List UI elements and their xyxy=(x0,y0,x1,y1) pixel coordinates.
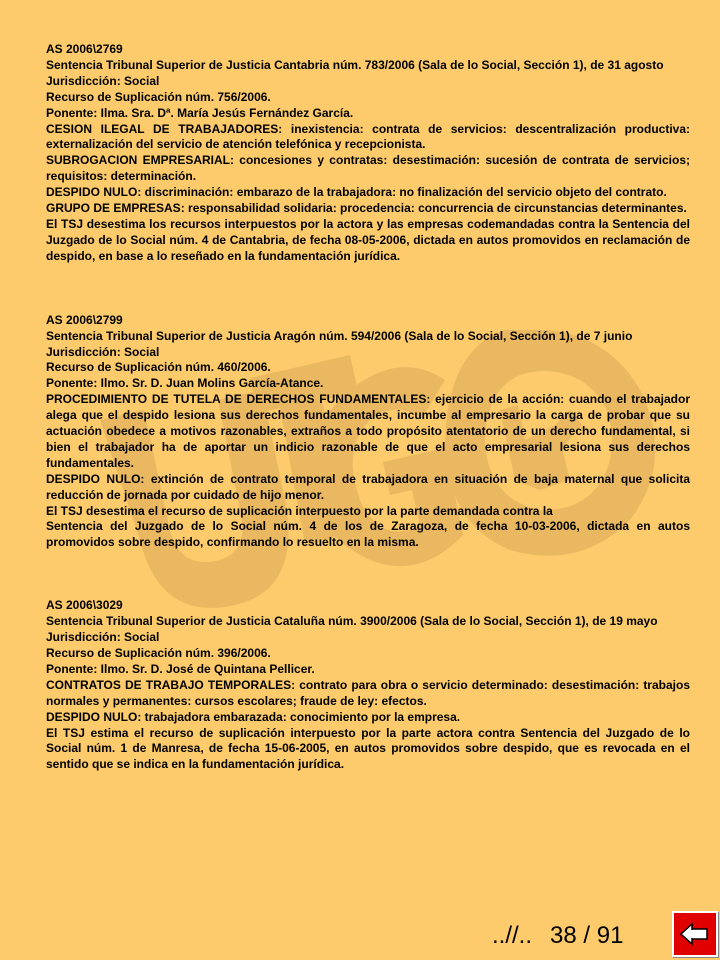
ruling-paragraph: GRUPO DE EMPRESAS: responsabilidad solidaria: procedencia: concurrencia de circunstancias determinantes. xyxy=(46,201,687,216)
ruling-paragraph: Sentencia del Juzgado de lo Social núm. 4 de los de Zaragoza, de fecha 10-03-2006, dictada en autos promovidos sobre despido, confirmando lo resuelto en la misma. xyxy=(46,519,690,550)
ruling-paragraph: PROCEDIMIENTO DE TUTELA DE DERECHOS FUNDAMENTALES: ejercicio de la acción: cuando el trabajador alega que el despido lesiona sus derechos fundamentales, incumbe al empresario la carga de probar que su actuación obedece a motivos razonables, extraños a todo propósito atentatorio de un derecho fundamental, si bien el trabajador ha de aportar un indicio razonable de que el acto empresarial lesiona sus derechos fundamentales. xyxy=(46,392,690,470)
ruling-speaker: Ponente: Ilmo. Sr. D. José de Quintana Pellicer. xyxy=(46,661,315,676)
page-footer xyxy=(492,922,623,950)
ruling-paragraph: DESPIDO NULO: trabajadora embarazada: conocimiento por la empresa. xyxy=(46,709,461,724)
left-arrow-icon xyxy=(679,922,711,946)
continuation-marker: ..//.. xyxy=(492,922,533,949)
ruling-jurisdiction: Jurisdicción: Social xyxy=(46,344,160,359)
ruling-paragraph: CESION ILEGAL DE TRABAJADORES: inexistencia: contrata de servicios: descentralización productiva: externalización del servicio de atención telefónica y recepcionista. xyxy=(46,121,690,152)
ruling-reference: AS 2006\3029 xyxy=(46,598,123,613)
ruling-speaker: Ponente: Ilma. Sra. Dª. María Jesús Fernández García. xyxy=(46,105,354,120)
ruling-entry-1 xyxy=(46,42,690,265)
ruling-entry-3 xyxy=(46,598,690,773)
ruling-paragraph: CONTRATOS DE TRABAJO TEMPORALES: contrato para obra o servicio determinado: desestimación: trabajos normales y permanentes: cursos escolares; fraude de ley: efectos. xyxy=(46,677,690,708)
ruling-reference: AS 2006\2769 xyxy=(46,42,123,56)
ruling-paragraph: El TSJ estima el recurso de suplicación interpuesto por la parte actora contra Sentencia del Juzgado de lo Social núm. 1 de Manresa, de fecha 15-06-2005, en autos promovidos sobre despido, que es revocada en el sentido que se indica en la fundamentación jurídica. xyxy=(46,725,690,772)
back-button[interactable] xyxy=(672,911,718,957)
ruling-jurisdiction: Jurisdicción: Social xyxy=(46,73,160,88)
ruling-appeal: Recurso de Suplicación núm. 460/2006. xyxy=(46,360,271,375)
ruling-appeal: Recurso de Suplicación núm. 396/2006. xyxy=(46,646,271,660)
ruling-paragraph: DESPIDO NULO: discriminación: embarazo de la trabajadora: no finalización del servicio objeto del contrato. xyxy=(46,185,667,200)
ruling-paragraph: DESPIDO NULO: extinción de contrato temporal de trabajadora en situación de baja maternal que solicita reducción de jornada por cuidado de hijo menor. xyxy=(46,471,690,502)
ruling-paragraph: SUBROGACION EMPRESARIAL: concesiones y contratas: desestimación: sucesión de contrata de servicios; requisitos: determinación. xyxy=(46,153,690,184)
ruling-paragraph: El TSJ desestima los recursos interpuestos por la actora y las empresas codemandadas contra la Sentencia del Juzgado de lo Social núm. 4 de Cantabria, de fecha 08-05-2006, dictada en autos promovidos en reclamación de despido, en base a lo reseñado en la fundamentación jurídica. xyxy=(46,216,690,263)
ruling-entry-2 xyxy=(46,313,690,552)
ruling-reference: AS 2006\2799 xyxy=(46,312,123,327)
ruling-jurisdiction: Jurisdicción: Social xyxy=(46,630,160,645)
ruling-appeal: Recurso de Suplicación núm. 756/2006. xyxy=(46,89,271,104)
document-content xyxy=(46,42,690,773)
page-number: 38 / 91 xyxy=(550,922,624,949)
ruling-court: Sentencia Tribunal Superior de Justicia Aragón núm. 594/2006 (Sala de lo Social, Sección 1), de 7 junio xyxy=(46,328,633,343)
ruling-court: Sentencia Tribunal Superior de Justicia Cantabria núm. 783/2006 (Sala de lo Social, Sección 1), de 31 agosto xyxy=(46,57,664,72)
ruling-paragraph: El TSJ desestima el recurso de suplicación interpuesto por la parte demandada contra la xyxy=(46,503,553,518)
ruling-court: Sentencia Tribunal Superior de Justicia Cataluña núm. 3900/2006 (Sala de lo Social, Sección 1), de 19 mayo xyxy=(46,614,658,629)
ruling-speaker: Ponente: Ilmo. Sr. D. Juan Molins García-Atance. xyxy=(46,376,324,391)
